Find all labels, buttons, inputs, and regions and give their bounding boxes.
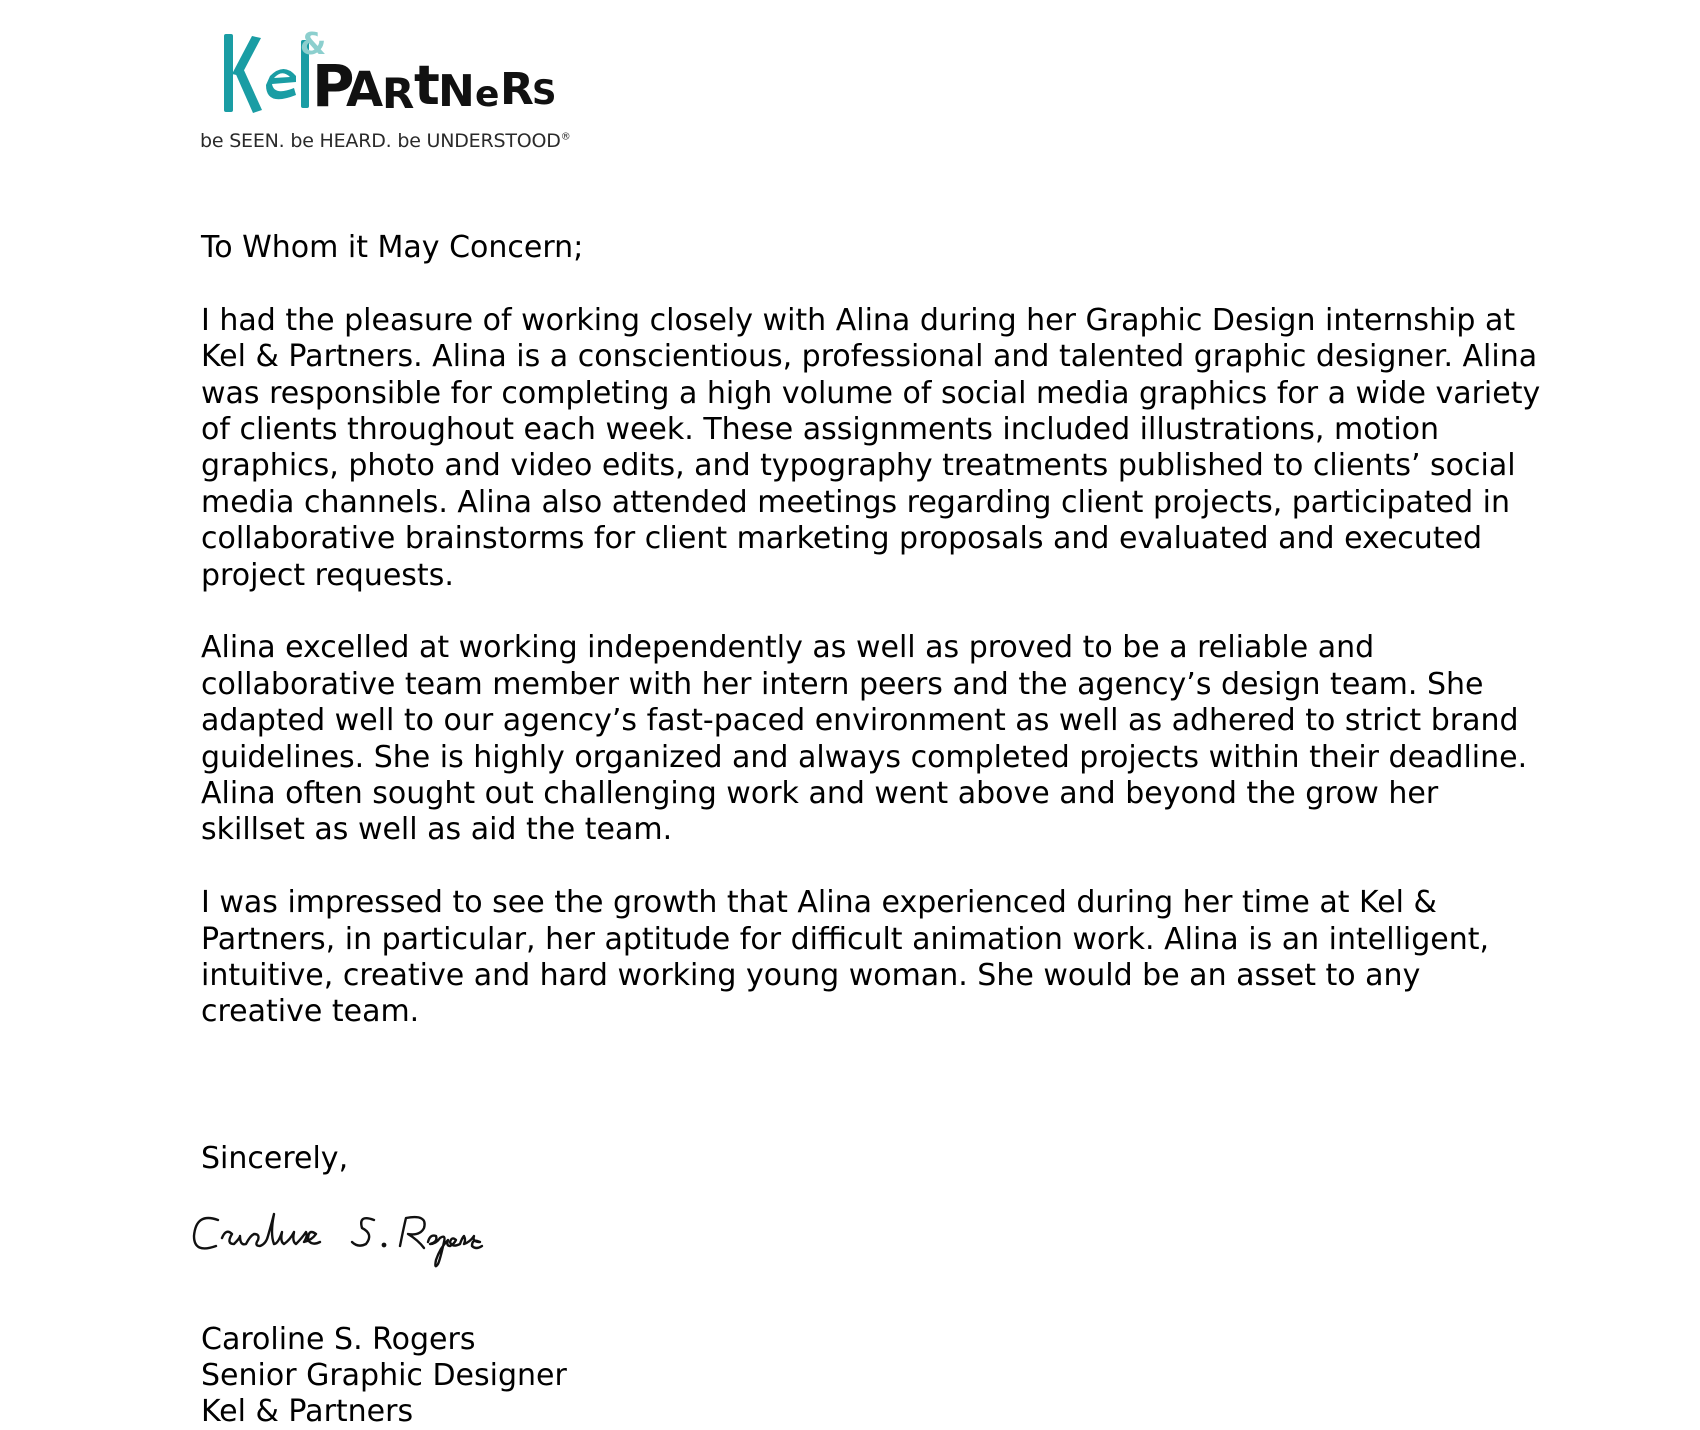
logo-tagline — [200, 130, 571, 152]
handwritten-signature — [188, 1198, 538, 1278]
paragraph-3: I was impressed to see the growth that Alina experienced during her time at Kel & Partners, in particular, her aptitude for difficult animation work. Alina is an intelligent, intuitive, creative and hard working young woman. She would be an asset to any creative team. — [201, 885, 1490, 1030]
svg-text:S: S — [532, 73, 557, 113]
svg-text:&: & — [300, 27, 327, 62]
signer-block — [201, 1322, 567, 1430]
closing: Sincerely, — [201, 1141, 349, 1176]
tagline-text: be SEEN. be HEARD. be UNDERSTOOD — [200, 130, 561, 152]
svg-text:e: e — [475, 74, 500, 115]
signer-title: Senior Graphic Designer — [201, 1358, 567, 1393]
company-logo — [200, 24, 640, 160]
paragraph-1: I had the pleasure of working closely with Alina during her Graphic Design internship at Kel & Partners. Alina is a conscientious, professional and talented graphic designer. Alina was responsible for completing a high volume of social media graphics for a wide variety of clients throughout each week. These assignments included illustrations, motion graphics, photo and video edits, and typography treatments published to clients’ social media channels. Alina also attended meetings regarding client projects, participated in collaborative brainstorms for client marketing proposals and evaluated and executed project requests. — [201, 302, 1541, 593]
svg-text:t: t — [414, 54, 440, 117]
signer-company: Kel & Partners — [201, 1394, 414, 1429]
svg-text:N: N — [438, 66, 475, 117]
paragraph-2: Alina excelled at working independently as well as proved to be a reliable and collaborative team member with her intern peers and the agency’s design team. She adapted well to our agency’s fast-paced environment as well as adhered to strict brand guidelines. She is highly organized and always completed projects within their deadline. Alina often sought out challenging work and went above and beyond the grow her skillset as well as aid the team. — [201, 630, 1528, 848]
svg-text:P: P — [312, 52, 355, 120]
registered-mark: ® — [560, 131, 571, 143]
salutation: To Whom it May Concern; — [201, 230, 584, 265]
letter-body — [201, 230, 1541, 1031]
svg-text:R: R — [500, 64, 534, 115]
kel-partners-logo-mark — [200, 24, 640, 124]
svg-text:R: R — [382, 69, 415, 118]
signer-name: Caroline S. Rogers — [201, 1322, 476, 1357]
svg-text:A: A — [346, 62, 384, 118]
